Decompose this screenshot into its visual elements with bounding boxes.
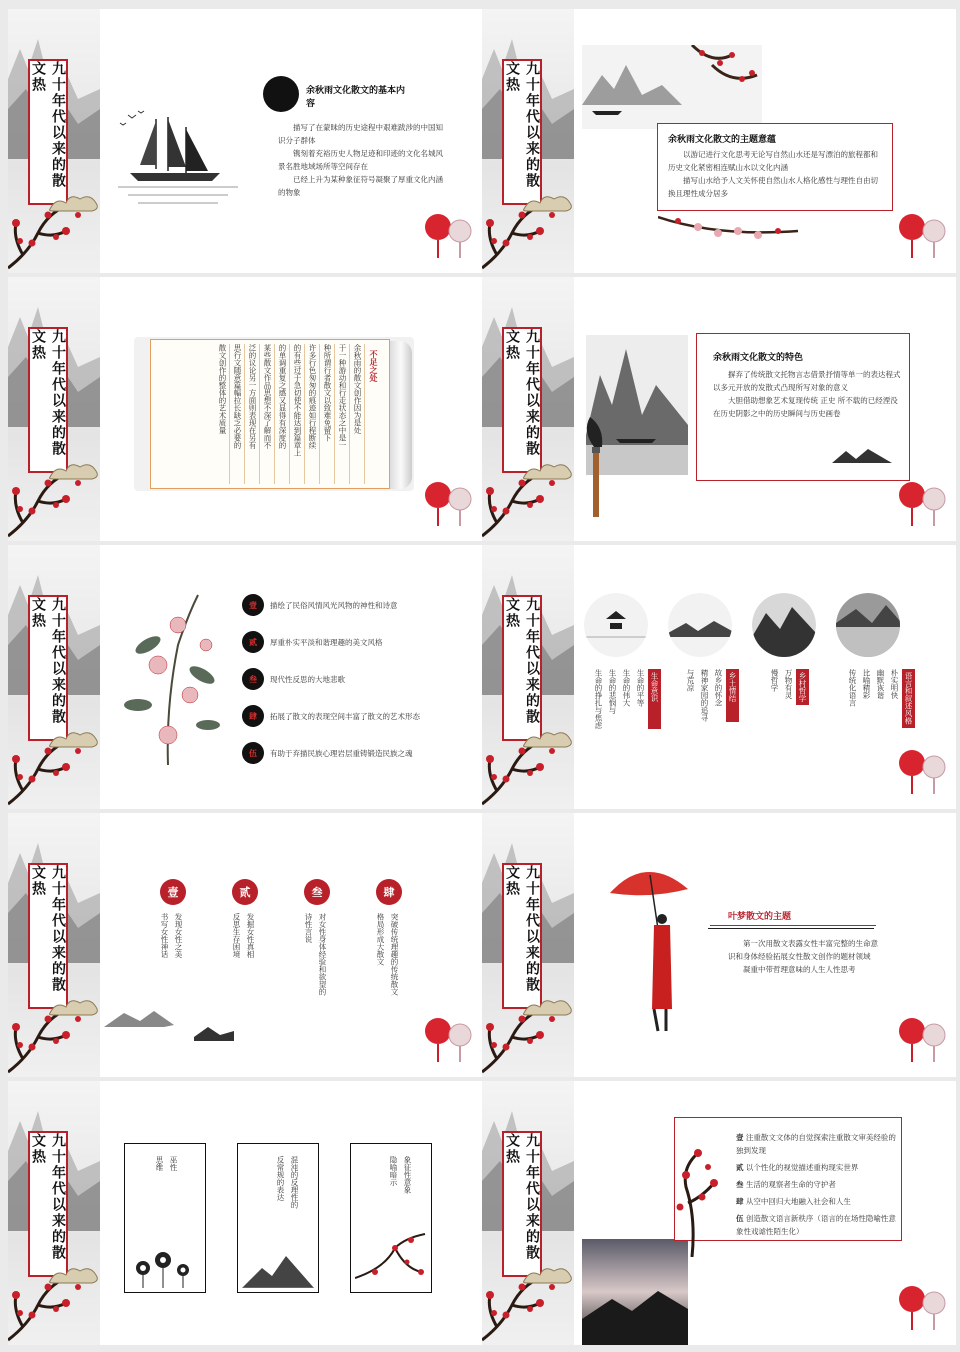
cloud-ornament [48, 459, 100, 483]
group-text: 传统化语言 [848, 669, 857, 707]
slide7-item-text: 突破传统理趣的传统散文 [390, 913, 399, 996]
slide10-item-text: 创造散文语言新秩序（语言的在场性隐喻性意象性戏谑性陌生化） [736, 1214, 896, 1236]
ink-mountain-ornament [104, 1007, 234, 1047]
mountain-ink-illustration [242, 1248, 314, 1288]
number-label: 贰 [249, 636, 257, 647]
slide7-item-text: 发现女性之美 [174, 913, 183, 958]
lantern-ornament [896, 203, 950, 263]
number-badge [376, 879, 402, 905]
slide8-heading: 叶梦散文的主题 [728, 912, 792, 922]
cloud-ornament [522, 459, 574, 483]
group-philosophy [768, 669, 809, 705]
card-text: 反常规的表达 [276, 1156, 285, 1201]
number-label: 壹 [249, 599, 257, 610]
lantern-ornament [896, 471, 950, 531]
slide7-item-text: 格局形成大散文 [376, 913, 385, 966]
side-title: 九十年代以来的散文热 [504, 61, 540, 189]
group-tag: 语言和叙述风格 [902, 669, 915, 728]
plum-ink-illustration [355, 1228, 427, 1288]
slide7-item-text: 书写女性神话 [160, 913, 169, 958]
brush-icon [578, 417, 612, 517]
cloud-ornament [522, 995, 574, 1019]
side-title-box [28, 327, 68, 473]
heading-underline-dark [708, 928, 874, 929]
group-text: 精神家园的追寻 [700, 669, 709, 722]
card-text: 隐喻暗示 [389, 1156, 398, 1186]
slide4-paragraph-2: 大胆借助想象艺术复现传统 正史 所不载的已经湮没在历史阴影之中的历史瞬间与历史画卷 [713, 396, 898, 418]
landscape-boat-illustration [582, 45, 762, 129]
scroll-roll [390, 341, 412, 489]
slide-5 [8, 545, 482, 809]
side-title-box [502, 863, 542, 1009]
number-label: 叁 [311, 886, 323, 899]
slide3-column: 许多行色匆匆的痕迹如行程断续 [304, 344, 319, 484]
group-homeland [684, 669, 739, 722]
side-title: 九十年代以来的散文热 [30, 329, 66, 457]
cloud-ornament [48, 727, 100, 751]
number-badge [242, 742, 264, 764]
group-text: 慢哲学 [770, 669, 779, 692]
slide10-item [736, 1178, 896, 1191]
slide7-item [302, 913, 328, 996]
slide5-item-text: 现代性反思的大地悲歌 [270, 675, 345, 684]
number-label: 肆 [736, 1197, 744, 1206]
side-title: 九十年代以来的散文热 [30, 1133, 66, 1261]
group-tag: 生命意识 [648, 669, 661, 729]
slide-3 [8, 277, 482, 541]
slide8-paragraph-1: 第一次用散文表露女性丰富完整的生命意识和身体经验拓展女性散文创作的题材领域 [728, 939, 878, 961]
number-label: 贰 [736, 1163, 744, 1172]
side-title-box [502, 595, 542, 741]
slide8-paragraph-2: 凝重中带哲理意味的人生人性思考 [743, 965, 856, 974]
card-text: 巫性 [169, 1156, 178, 1171]
scroll-paper [150, 339, 390, 489]
slide3-column: 的单调重复之感又显得有深度的 [274, 344, 289, 484]
number-badge [242, 668, 264, 690]
slide-4 [482, 277, 956, 541]
group-text: 故乡的怀念 [714, 669, 723, 707]
side-title: 九十年代以来的散文热 [504, 597, 540, 725]
slide7-item [374, 913, 400, 996]
group-tag: 乡土情结 [726, 669, 739, 722]
group-style [846, 669, 915, 728]
group-life [592, 669, 661, 729]
slide5-item-text: 厚重朴实平淡和谐理趣的美文风格 [270, 638, 383, 647]
side-title-box [502, 1131, 542, 1277]
number-badge [242, 594, 264, 616]
lantern-ornament [896, 739, 950, 799]
slide4-heading: 余秋雨文化散文的特色 [713, 353, 804, 363]
lantern-ornament [422, 471, 476, 531]
number-label: 壹 [167, 886, 179, 899]
mountains-circle-image [752, 593, 816, 657]
group-tag: 乡村哲学 [796, 669, 809, 705]
slide9-card [124, 1143, 206, 1293]
slide3-column: 余秋雨的散文创作因为是处 [349, 344, 364, 484]
cloud-ornament [522, 1263, 574, 1287]
side-title-box [28, 59, 68, 205]
group-text: 生命的伟大 [622, 669, 631, 707]
slide2-heading: 余秋雨文化散文的主题意蕴 [668, 135, 777, 145]
side-title: 九十年代以来的散文热 [30, 61, 66, 189]
slide-8 [482, 813, 956, 1077]
slide-9 [8, 1081, 482, 1345]
cloud-ornament [48, 191, 100, 215]
slide10-item-text: 以个性化的视觉描述重构现实世界 [745, 1163, 859, 1172]
slide10-item-text: 注重散文文体的自觉探索注重散文审美经验的独到发现 [736, 1133, 896, 1155]
side-title: 九十年代以来的散文热 [504, 865, 540, 993]
slide4-paragraph-1: 摒弃了传统散文托物言志借景抒情等单一的表达程式以多元开放的发散式凸现所写对象的意义 [713, 370, 901, 392]
number-label: 壹 [736, 1133, 744, 1142]
side-title: 九十年代以来的散文热 [504, 329, 540, 457]
slide7-item-text: 诗性言说 [304, 913, 313, 943]
slide10-item [736, 1212, 896, 1238]
slide1-paragraph-1: 描写了在蒙昧的历史途程中艰难跋涉的中国知识分子群体 [278, 123, 443, 145]
slide7-item-text: 对女性身体经验和欲望的 [318, 913, 327, 996]
number-label: 伍 [249, 747, 257, 758]
slide3-column: 的有些过于急切使不能达到篇章上 [289, 344, 304, 484]
river-circle-image [836, 593, 900, 657]
slide9-card [350, 1143, 432, 1293]
group-text: 生命的挣扎与焦虑 [594, 669, 603, 729]
group-text: 幽默诙谐 [876, 669, 885, 699]
plum-tree-illustration [672, 1147, 722, 1257]
cloud-ornament [522, 727, 574, 751]
small-mountain-ornament [832, 447, 892, 463]
slide-6 [482, 545, 956, 809]
cloud-ornament [48, 995, 100, 1019]
slide10-item-text: 生活的观察者生命的守护者 [745, 1180, 836, 1189]
number-label: 叁 [736, 1180, 744, 1189]
slide2-paragraph-1: 以游记进行文化思考无论写自然山水还是写漂泊的旅程都和历史文化紧密相连赋山水以文化内涵 [668, 150, 878, 172]
slide1-paragraph-3: 已经上升为某种象征符号凝聚了厚重文化内涵的物象 [278, 175, 443, 197]
group-text: 与荒凉 [686, 669, 695, 692]
plum-branch-illustration [658, 207, 798, 247]
lantern-ornament [422, 1007, 476, 1067]
heading-underline [710, 925, 876, 926]
slide7-item [158, 913, 184, 958]
group-text: 生命的平等 [636, 669, 645, 707]
slide10-list [736, 1131, 896, 1242]
number-badge [232, 879, 258, 905]
group-text: 生命的悲悯与 [608, 669, 617, 714]
slide7-item-text: 反思生存困境 [232, 913, 241, 958]
side-title-box [28, 863, 68, 1009]
slide3-column: 某些散文作品思想不深了解而不 [259, 344, 274, 484]
side-title-box [28, 1131, 68, 1277]
slide10-item [736, 1161, 896, 1174]
group-text: 万物有灵 [784, 669, 793, 699]
flowers-ink-illustration [129, 1238, 201, 1288]
lantern-ornament [896, 1275, 950, 1335]
slide2-text-box [657, 123, 893, 211]
number-label: 贰 [239, 886, 251, 899]
lantern-ornament [422, 203, 476, 263]
slide3-column: 散文创作的整体的艺术质量 [218, 344, 227, 434]
slide7-item [230, 913, 256, 958]
slide3-column: 泛的议论另一方面则表现在另有 [244, 344, 259, 484]
card-text: 思维 [155, 1156, 164, 1171]
slide3-column: 思行文随意篇幅拉长缺乏必要的 [229, 344, 244, 484]
side-title-box [502, 59, 542, 205]
number-badge [304, 879, 330, 905]
slide1-paragraph-2: 镌刻着充裕历史人物足迹和印迹的文化名城风景名胜地域场所等空间存在 [278, 149, 443, 171]
slide9-card [237, 1143, 319, 1293]
side-title-box [502, 327, 542, 473]
number-badge [160, 879, 186, 905]
slide-1 [8, 9, 482, 273]
slide5-item-text: 描绘了民俗风情风光风物的神性和诗意 [270, 601, 398, 610]
side-title: 九十年代以来的散文热 [504, 1133, 540, 1261]
cloud-ornament [522, 191, 574, 215]
slide1-heading: 余秋雨文化散文的基本内容 [306, 86, 406, 109]
slide10-item [736, 1131, 896, 1157]
lake-circle-image [668, 593, 732, 657]
slide3-column: 于一种游动和行走状态之中是一 [334, 344, 349, 484]
slide3-heading: 不足之处 [364, 344, 383, 484]
ink-blot-icon [263, 76, 299, 112]
slide5-item-text: 有助于弃描民族心理岩层重铸锻造民族之魂 [270, 749, 413, 758]
number-label: 叁 [249, 673, 257, 684]
slide5-item-text: 拓展了散文的表现空间丰富了散文的艺术形态 [270, 712, 420, 721]
side-title: 九十年代以来的散文热 [30, 597, 66, 725]
sailboat-illustration [108, 109, 248, 219]
pagoda-circle-image [584, 593, 648, 657]
flower-branch-illustration [118, 585, 232, 765]
slide-7 [8, 813, 482, 1077]
group-text: 比喻精彩 [862, 669, 871, 699]
side-title-box [28, 595, 68, 741]
slide7-item-text: 发掘女性真相 [246, 913, 255, 958]
card-text: 混沌的反理性的 [290, 1156, 299, 1209]
cloud-ornament [48, 1263, 100, 1287]
group-text: 朴实明快 [890, 669, 899, 699]
woman-with-umbrella-illustration [606, 859, 692, 1035]
slide3-column: 种所谓行者散文以致难免留下 [319, 344, 334, 484]
side-title: 九十年代以来的散文热 [30, 865, 66, 993]
number-label: 肆 [249, 710, 257, 721]
number-label: 伍 [736, 1214, 744, 1223]
number-label: 肆 [383, 886, 395, 899]
lantern-ornament [896, 1007, 950, 1067]
slide-10 [482, 1081, 956, 1345]
card-text: 象征性意象 [403, 1156, 412, 1194]
slide-2 [482, 9, 956, 273]
slide10-item [736, 1195, 896, 1208]
number-badge [242, 705, 264, 727]
slide10-item-text: 从空中回归大地融入社会和人生 [745, 1197, 851, 1206]
slide2-paragraph-2: 描写山水给予人文关怀使自然山水人格化感性与理性自由切换且理性成分居多 [668, 176, 878, 198]
number-badge [242, 631, 264, 653]
